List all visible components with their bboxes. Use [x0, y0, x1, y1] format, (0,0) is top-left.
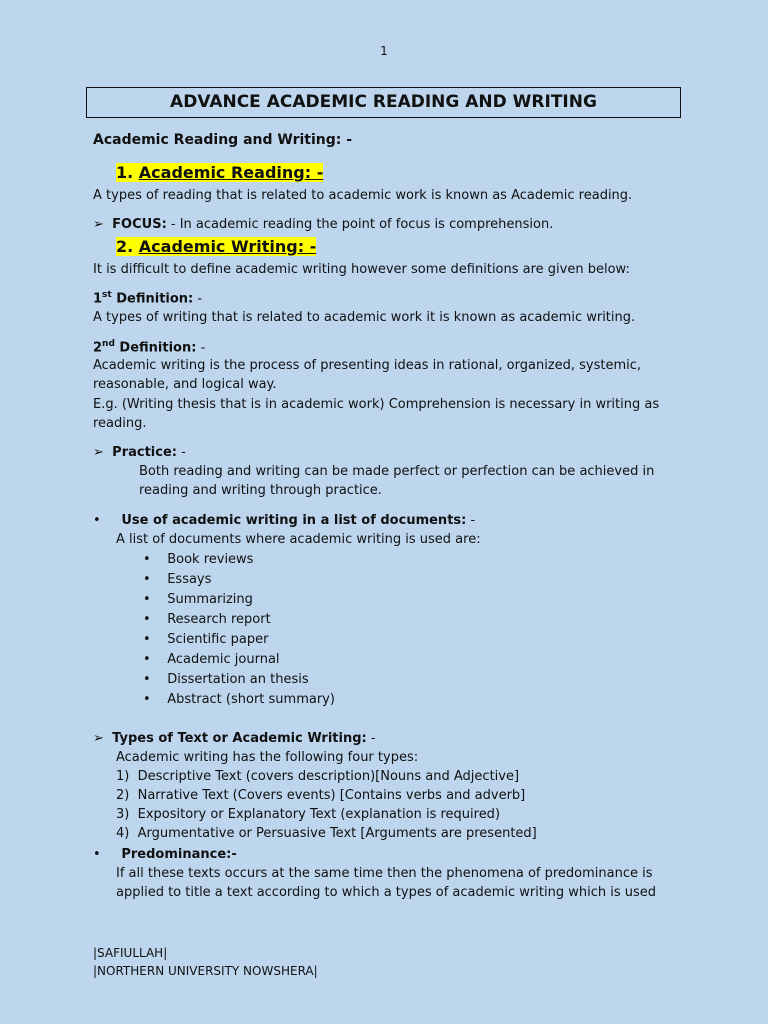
section-1-heading	[116, 163, 323, 182]
bullet-dot-icon: •	[143, 632, 151, 647]
practice-heading: ➢ Practice: -	[93, 445, 186, 460]
bullet-dot-icon: •	[143, 692, 151, 707]
bullet-dot-icon: •	[93, 847, 101, 862]
section-2-heading	[116, 237, 316, 256]
definition-2-line-4: reading.	[93, 416, 147, 431]
list-item: • Essays	[143, 572, 212, 587]
focus-label: FOCUS:	[112, 217, 167, 232]
types-intro: Academic writing has the following four types:	[116, 750, 419, 765]
definition-1-heading: 1st Definition: -	[93, 290, 203, 307]
list-item: 4) Argumentative or Persuasive Text [Arguments are presented]	[116, 826, 537, 841]
definition-2-heading: 2nd Definition: -	[93, 339, 206, 356]
section-1-text: A types of reading that is related to academic work is known as Academic reading.	[93, 188, 633, 203]
page-title: ADVANCE ACADEMIC READING AND WRITING	[86, 87, 681, 118]
bullet-dot-icon: •	[143, 612, 151, 627]
list-item: 3) Expository or Explanatory Text (explanation is required)	[116, 807, 501, 822]
bullet-dot-icon: •	[143, 652, 151, 667]
subtitle: Academic Reading and Writing: -	[93, 132, 353, 148]
arrow-bullet-icon: ➢	[93, 731, 104, 746]
section-1-title: Academic Reading: -	[138, 163, 324, 182]
footer-author: |SAFIULLAH|	[93, 946, 168, 960]
bullet-dot-icon: •	[143, 672, 151, 687]
arrow-bullet-icon: ➢	[93, 445, 104, 460]
list-item: • Abstract (short summary)	[143, 692, 335, 707]
footer-institution: |NORTHERN UNIVERSITY NOWSHERA|	[93, 964, 318, 978]
list-item: 1) Descriptive Text (covers description)[Nouns and Adjective]	[116, 769, 520, 784]
predominance-line-1: If all these texts occurs at the same time then the phenomena of predominance is	[116, 866, 653, 881]
predominance-line-2: applied to title a text according to which a types of academic writing which is used	[116, 885, 656, 900]
practice-line-2: reading and writing through practice.	[139, 483, 382, 498]
definition-2-line-1: Academic writing is the process of presenting ideas in rational, organized, systemic,	[93, 358, 642, 373]
section-2-title: Academic Writing: -	[138, 237, 317, 256]
list-item: • Academic journal	[143, 652, 280, 667]
bullet-dot-icon: •	[143, 552, 151, 567]
uses-heading: • Use of academic writing in a list of documents: -	[93, 513, 476, 528]
predominance-heading: • Predominance:-	[93, 847, 237, 862]
list-item: • Scientific paper	[143, 632, 269, 647]
uses-intro: A list of documents where academic writing is used are:	[116, 532, 481, 547]
definition-2-line-3: E.g. (Writing thesis that is in academic work) Comprehension is necessary in writing as	[93, 397, 660, 412]
bullet-dot-icon: •	[143, 572, 151, 587]
focus-line	[93, 217, 553, 232]
list-item: 2) Narrative Text (Covers events) [Contains verbs and adverb]	[116, 788, 526, 803]
bullet-dot-icon: •	[93, 513, 101, 528]
definition-1-text: A types of writing that is related to academic work it is known as academic writing.	[93, 310, 636, 325]
definition-2-line-2: reasonable, and logical way.	[93, 377, 277, 392]
arrow-bullet-icon: ➢	[93, 217, 104, 232]
section-2-number: 2.	[116, 237, 134, 256]
section-2-text: It is difficult to define academic writing however some definitions are given below:	[93, 262, 630, 277]
bullet-dot-icon: •	[143, 592, 151, 607]
types-heading: ➢ Types of Text or Academic Writing: -	[93, 731, 376, 746]
list-item: • Research report	[143, 612, 271, 627]
page-number: 1	[380, 44, 388, 58]
list-item: • Book reviews	[143, 552, 254, 567]
focus-text: - In academic reading the point of focus is comprehension.	[166, 217, 554, 232]
practice-line-1: Both reading and writing can be made perfect or perfection can be achieved in	[139, 464, 655, 479]
section-1-number: 1.	[116, 163, 134, 182]
list-item: • Dissertation an thesis	[143, 672, 309, 687]
list-item: • Summarizing	[143, 592, 253, 607]
